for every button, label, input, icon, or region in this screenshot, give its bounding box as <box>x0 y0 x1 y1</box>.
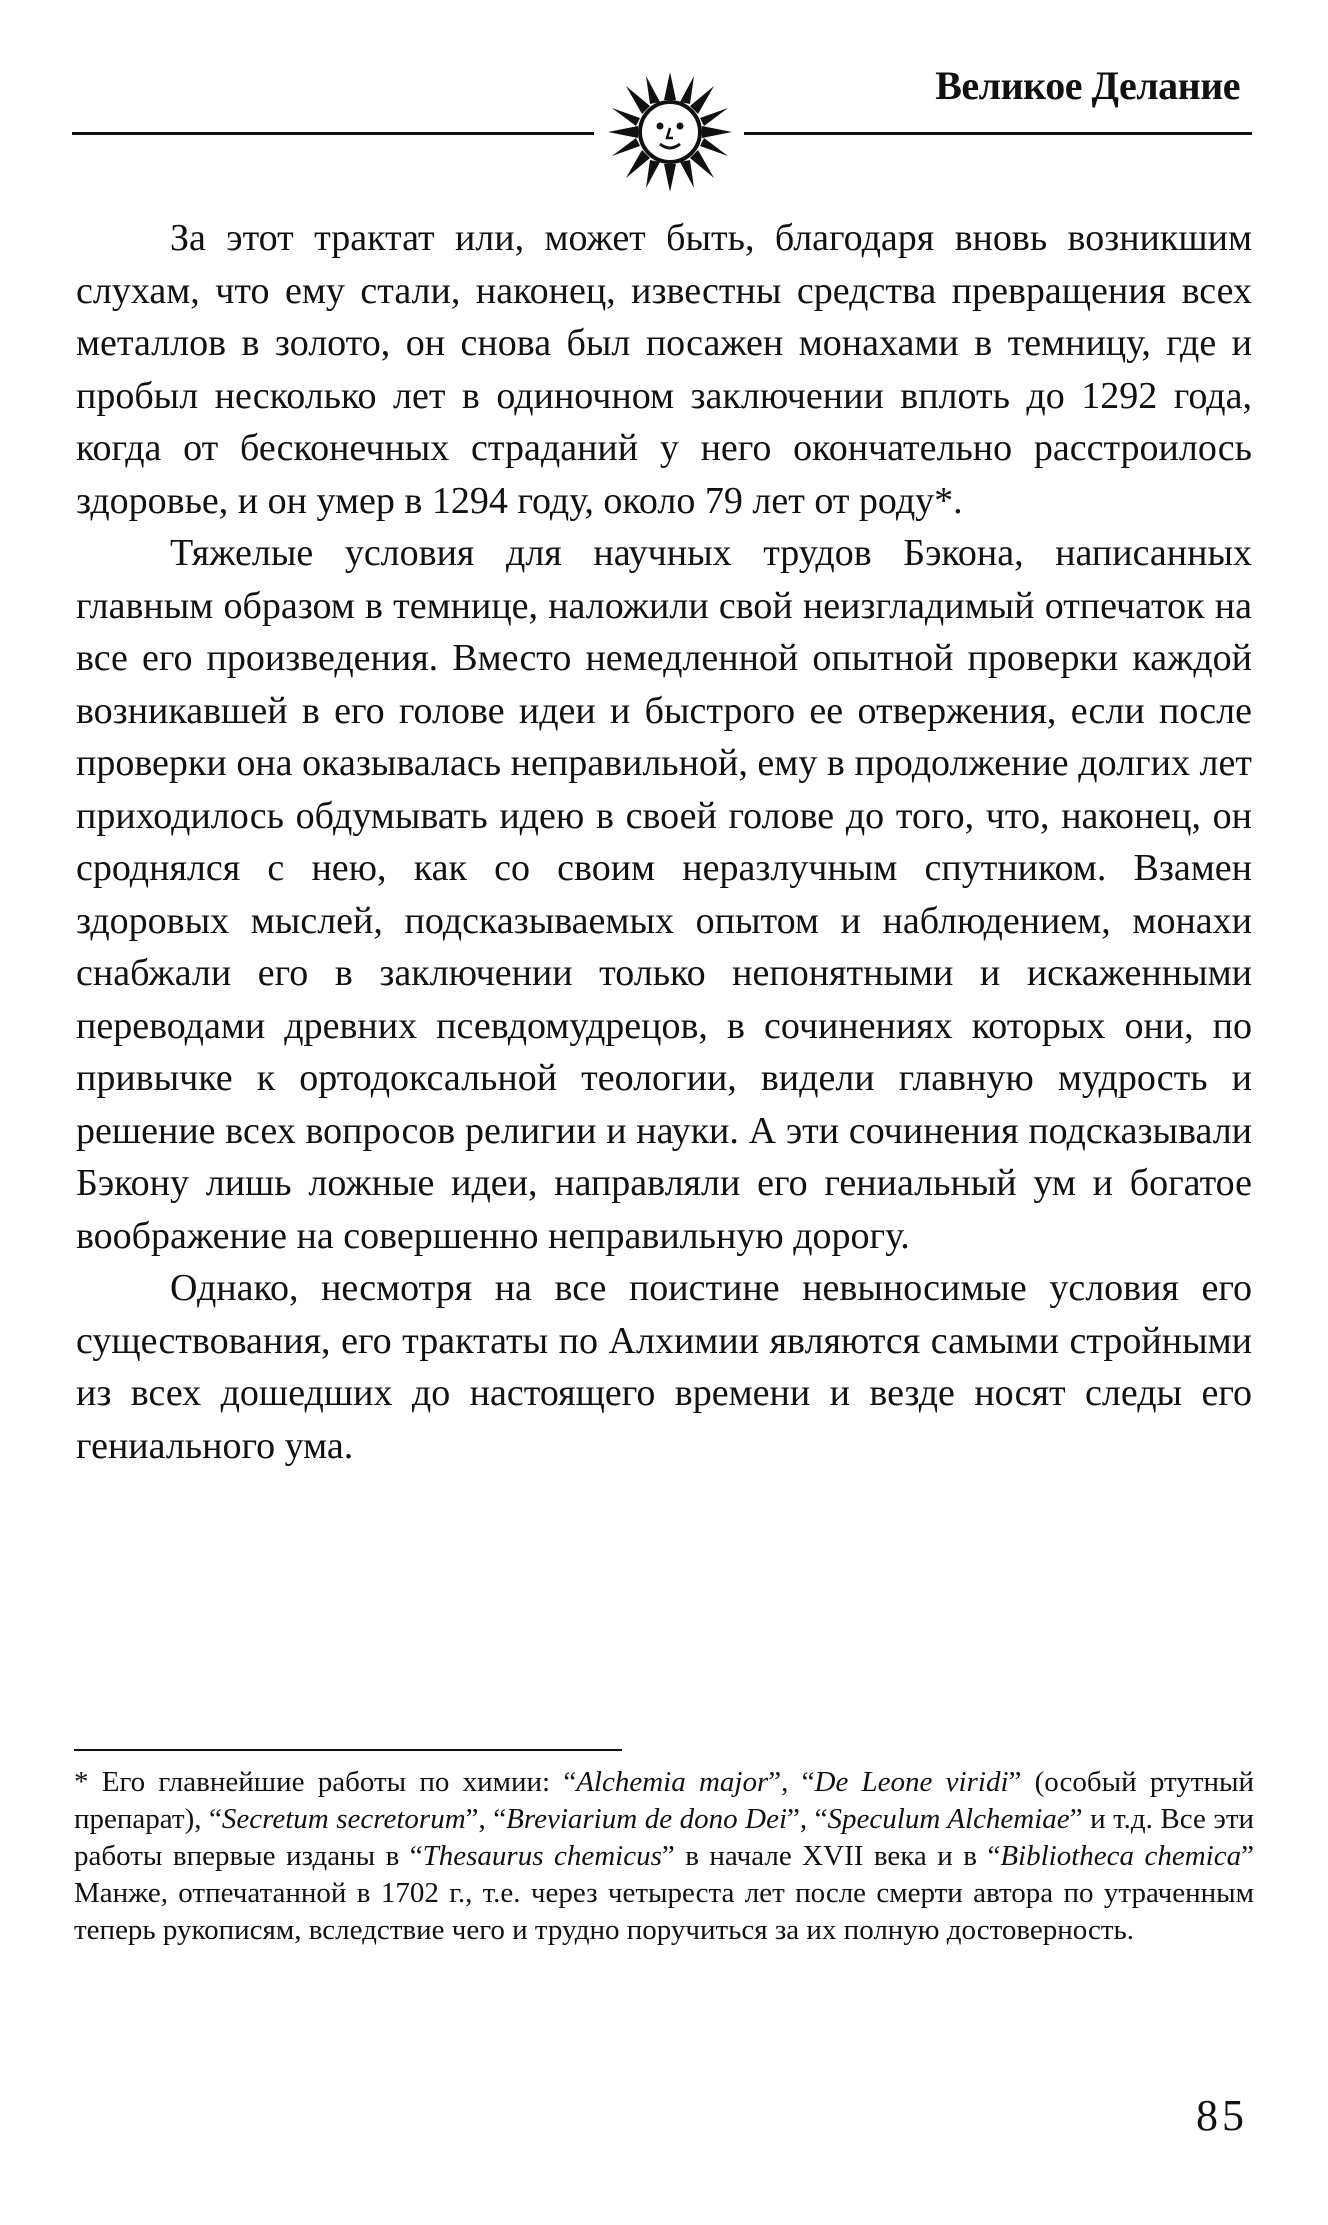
footnote-divider <box>74 1749 622 1751</box>
header-rule-left <box>72 132 594 135</box>
header-rule-right <box>744 132 1252 135</box>
page-number: 85 <box>1196 2091 1248 2140</box>
footnote-text: ”, “ <box>465 1803 507 1835</box>
footnote-marker: * <box>74 1766 89 1798</box>
paragraph: За этот трактат или, может быть, благодаря вновь возникшим слухам, что ему стали, наконец, известны средства превращения всех металлов в золото, он снова был посажен монахами в темницу, где и пробыл несколько лет в одиночном заключении вплоть до 1292 года, когда от бесконечных страданий у него окончательно расстроилось здоровье, и он умер в 1294 году, около 79 лет от роду*. <box>76 217 1252 522</box>
footnote-work-title: Secretum secretorum <box>221 1803 466 1835</box>
footnote-text: ” и т.д. Все эти работы впервые изданы в “ <box>74 1803 1255 1872</box>
footnote-work-title: Bibliotheca chemica <box>1000 1840 1242 1872</box>
footnote-work-title: Thesaurus chemicus <box>422 1840 662 1872</box>
running-header-title: Великое Делание <box>935 63 1240 108</box>
footnote-work-title: Alchemia major <box>576 1766 769 1798</box>
paragraph: Однако, несмотря на все поистине невыносимые условия его существования, его трактаты по Алхимии являются самыми стройными из всех дошедших до настоящего времени и везде носят следы его гениального ума. <box>76 1267 1252 1467</box>
footnote-text: ” в начале XVII века и в “ <box>661 1840 1001 1872</box>
footnote-text: ”, “ <box>787 1803 828 1835</box>
footnote-text: ”, “ <box>768 1766 815 1798</box>
footnote <box>74 1764 1254 1949</box>
footnote-text: Его главнейшие работы по химии: “ <box>88 1766 577 1798</box>
main-text <box>76 212 1252 1472</box>
footnote-text: ” (особый ртутный препарат), “ <box>74 1766 1254 1835</box>
footnote-work-title: Breviarium de dono Dei <box>506 1803 788 1835</box>
paragraph: Тяжелые условия для научных трудов Бэкона, написанных главным образом в темнице, наложили свой неизгладимый отпечаток на все его произведения. Вместо немедленной опытной проверки каждой возникавшей в его голове идеи и быстрого ее отвержения, если после проверки она оказывалась неправильной, ему в продолжение долгих лет приходилось обдумывать идею в своей голове до того, что, наконец, он сроднялся с нею, как со своим неразлучным спутником. Взамен здоровых мыслей, подсказываемых опытом и наблюдением, монахи снабжали его в заключении только непонятными и искаженными переводами древних псевдомудрецов, в сочинениях которых они, по привычке к ортодоксальной теологии, видели главную мудрость и решение всех вопросов религии и науки. А эти сочинения подсказывали Бэкону лишь ложные идеи, направляли его гениальный ум и богатое воображение на совершенно неправильную дорогу. <box>76 532 1252 1257</box>
sun-face-icon <box>604 70 736 194</box>
footnote-work-title: De Leone viridi <box>814 1766 1009 1798</box>
footnote-work-title: Speculum Alchemiae <box>827 1803 1070 1835</box>
footnote-text: ” Манже, отпечатанной в 1702 г., т.е. через четыреста лет после смерти автора по утраченным теперь рукописям, вследствие чего и трудно поручиться за их полную достоверность. <box>74 1840 1254 1946</box>
